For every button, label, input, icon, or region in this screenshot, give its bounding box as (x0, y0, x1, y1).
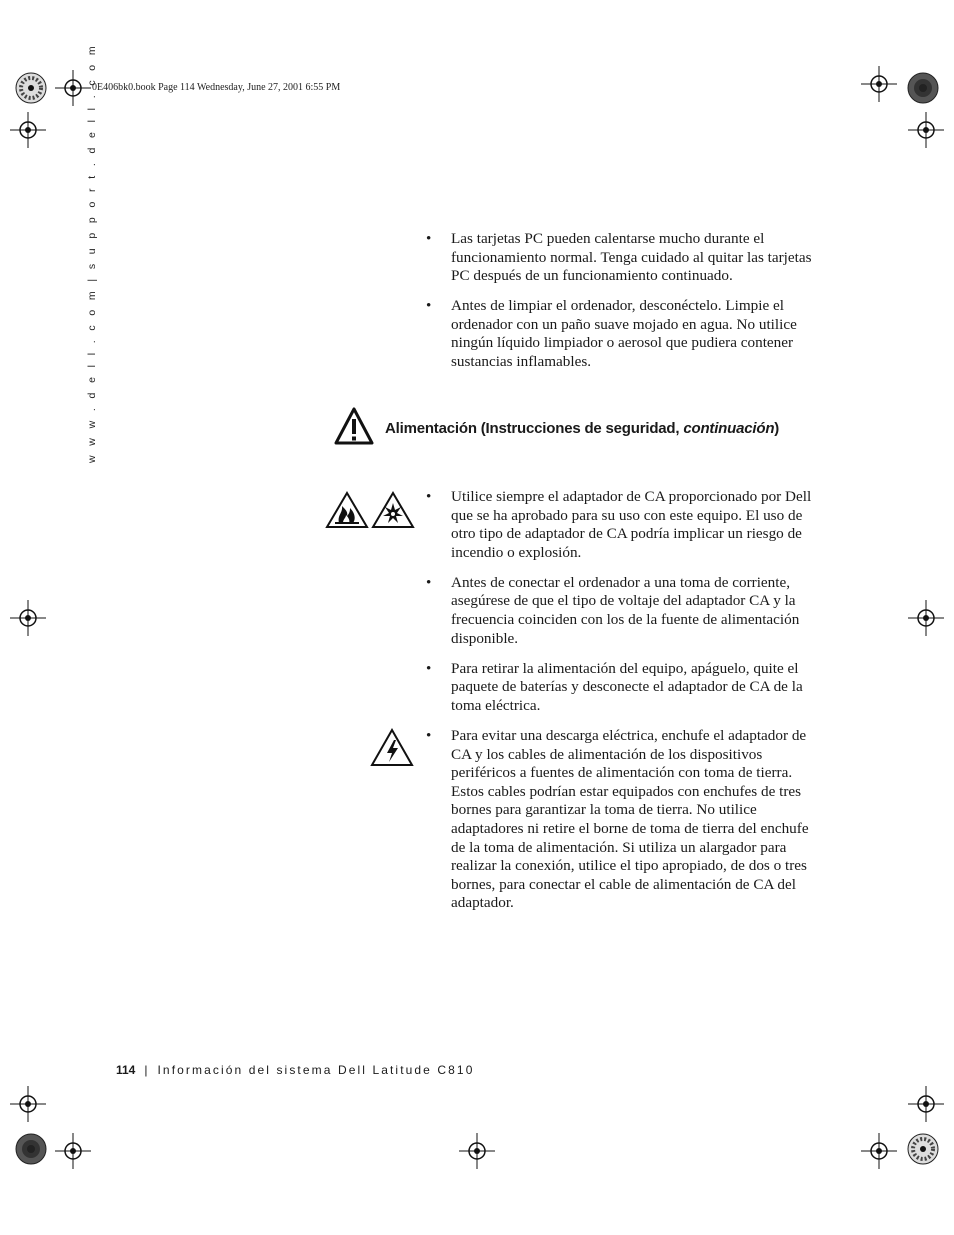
bullet-symbol: • (426, 573, 432, 591)
registration-mark-icon (10, 112, 46, 148)
footer-separator: | (144, 1063, 148, 1077)
registration-mark-icon (908, 600, 944, 636)
registration-mark-icon (10, 600, 46, 636)
color-target-icon (15, 72, 47, 104)
list-item (424, 230, 814, 286)
intro-bullet-list (424, 230, 814, 383)
page-footer (116, 1063, 474, 1077)
bullet-symbol: • (426, 230, 432, 247)
bullet-text: Las tarjetas PC pueden calentarse mucho durante el funcionamiento normal. Tenga cuidado al quitar las tarjetas PC después de un funcionamiento continuado. (451, 230, 812, 285)
registration-mark-icon (908, 112, 944, 148)
registration-mark-icon (861, 1133, 897, 1169)
bullet-text: Para retirar la alimentación del equipo, apáguelo, quite el paquete de baterías y desconecte el adaptador de CA de la toma eléctrica. (451, 659, 803, 714)
bullet-text: Antes de conectar el ordenador a una toma de corriente, asegúrese de que el tipo de voltaje del adaptador CA y la frecuencia coinciden con los de la fuente de alimentación disponible. (451, 573, 800, 647)
fire-hazard-icon (325, 491, 369, 529)
bullet-symbol: • (426, 488, 432, 505)
list-item (424, 488, 816, 562)
color-target-icon (907, 72, 939, 104)
list-item (424, 297, 814, 371)
page-number: 114 (116, 1063, 136, 1077)
list-item (424, 660, 816, 716)
explosion-hazard-icon (371, 491, 415, 529)
section-heading (385, 420, 779, 437)
bullet-symbol: • (426, 297, 432, 315)
registration-mark-icon (908, 1086, 944, 1122)
color-target-icon (907, 1133, 939, 1165)
registration-mark-icon (55, 70, 91, 106)
bullet-text: Antes de limpiar el ordenador, desconéctelo. Limpie el ordenador con un paño suave mojado en agua. No utilice ningún líquido limpiador o aerosol que pudiera contener sustancias inflamables. (451, 297, 797, 371)
footer-title: Información del sistema Dell Latitude C810 (157, 1063, 475, 1077)
registration-mark-icon (861, 66, 897, 102)
list-item (424, 727, 816, 913)
caution-icon (334, 407, 374, 445)
heading-italic: continuación (683, 420, 775, 437)
registration-mark-icon (459, 1133, 495, 1169)
side-url: w w w . d e l l . c o m | s u p p o r t . d e l l . c o m (86, 42, 98, 463)
registration-mark-icon (10, 1086, 46, 1122)
heading-close: ) (774, 420, 780, 437)
electric-bullet-list (424, 727, 816, 924)
print-header: 0E406bk0.book Page 114 Wednesday, June 27, 2001 6:55 PM (92, 82, 341, 93)
bullet-symbol: • (426, 659, 432, 677)
color-target-icon (15, 1133, 47, 1165)
list-item (424, 574, 816, 648)
bullet-text: Para evitar una descarga eléctrica, enchufe el adaptador de CA y los cables de alimentación de los dispositivos periféricos a fuentes de alimentación con toma de tierra. Estos cables podrían estar equipados con enchufes de tres bornes para garantizar la toma de tierra. No utilice adaptadores ni retire el borne de toma de tierra del enchufe de la toma de alimentación. Si utiliza un alargador para realizar la conexión, utilice el tipo apropiado, de dos o tres bornes, para conectar el cable de alimentación de CA del adaptador. (451, 727, 809, 912)
heading-main: Alimentación (Instrucciones de seguridad, (385, 420, 684, 437)
power-bullet-list (424, 488, 816, 727)
bullet-text: Utilice siempre el adaptador de CA proporcionado por Dell que se ha aprobado para su uso con este equipo. El uso de otro tipo de adaptador de CA podría implicar un riesgo de incendio o explosión. (451, 488, 812, 561)
registration-mark-icon (55, 1133, 91, 1169)
electric-shock-icon (370, 728, 414, 768)
bullet-symbol: • (426, 727, 432, 744)
